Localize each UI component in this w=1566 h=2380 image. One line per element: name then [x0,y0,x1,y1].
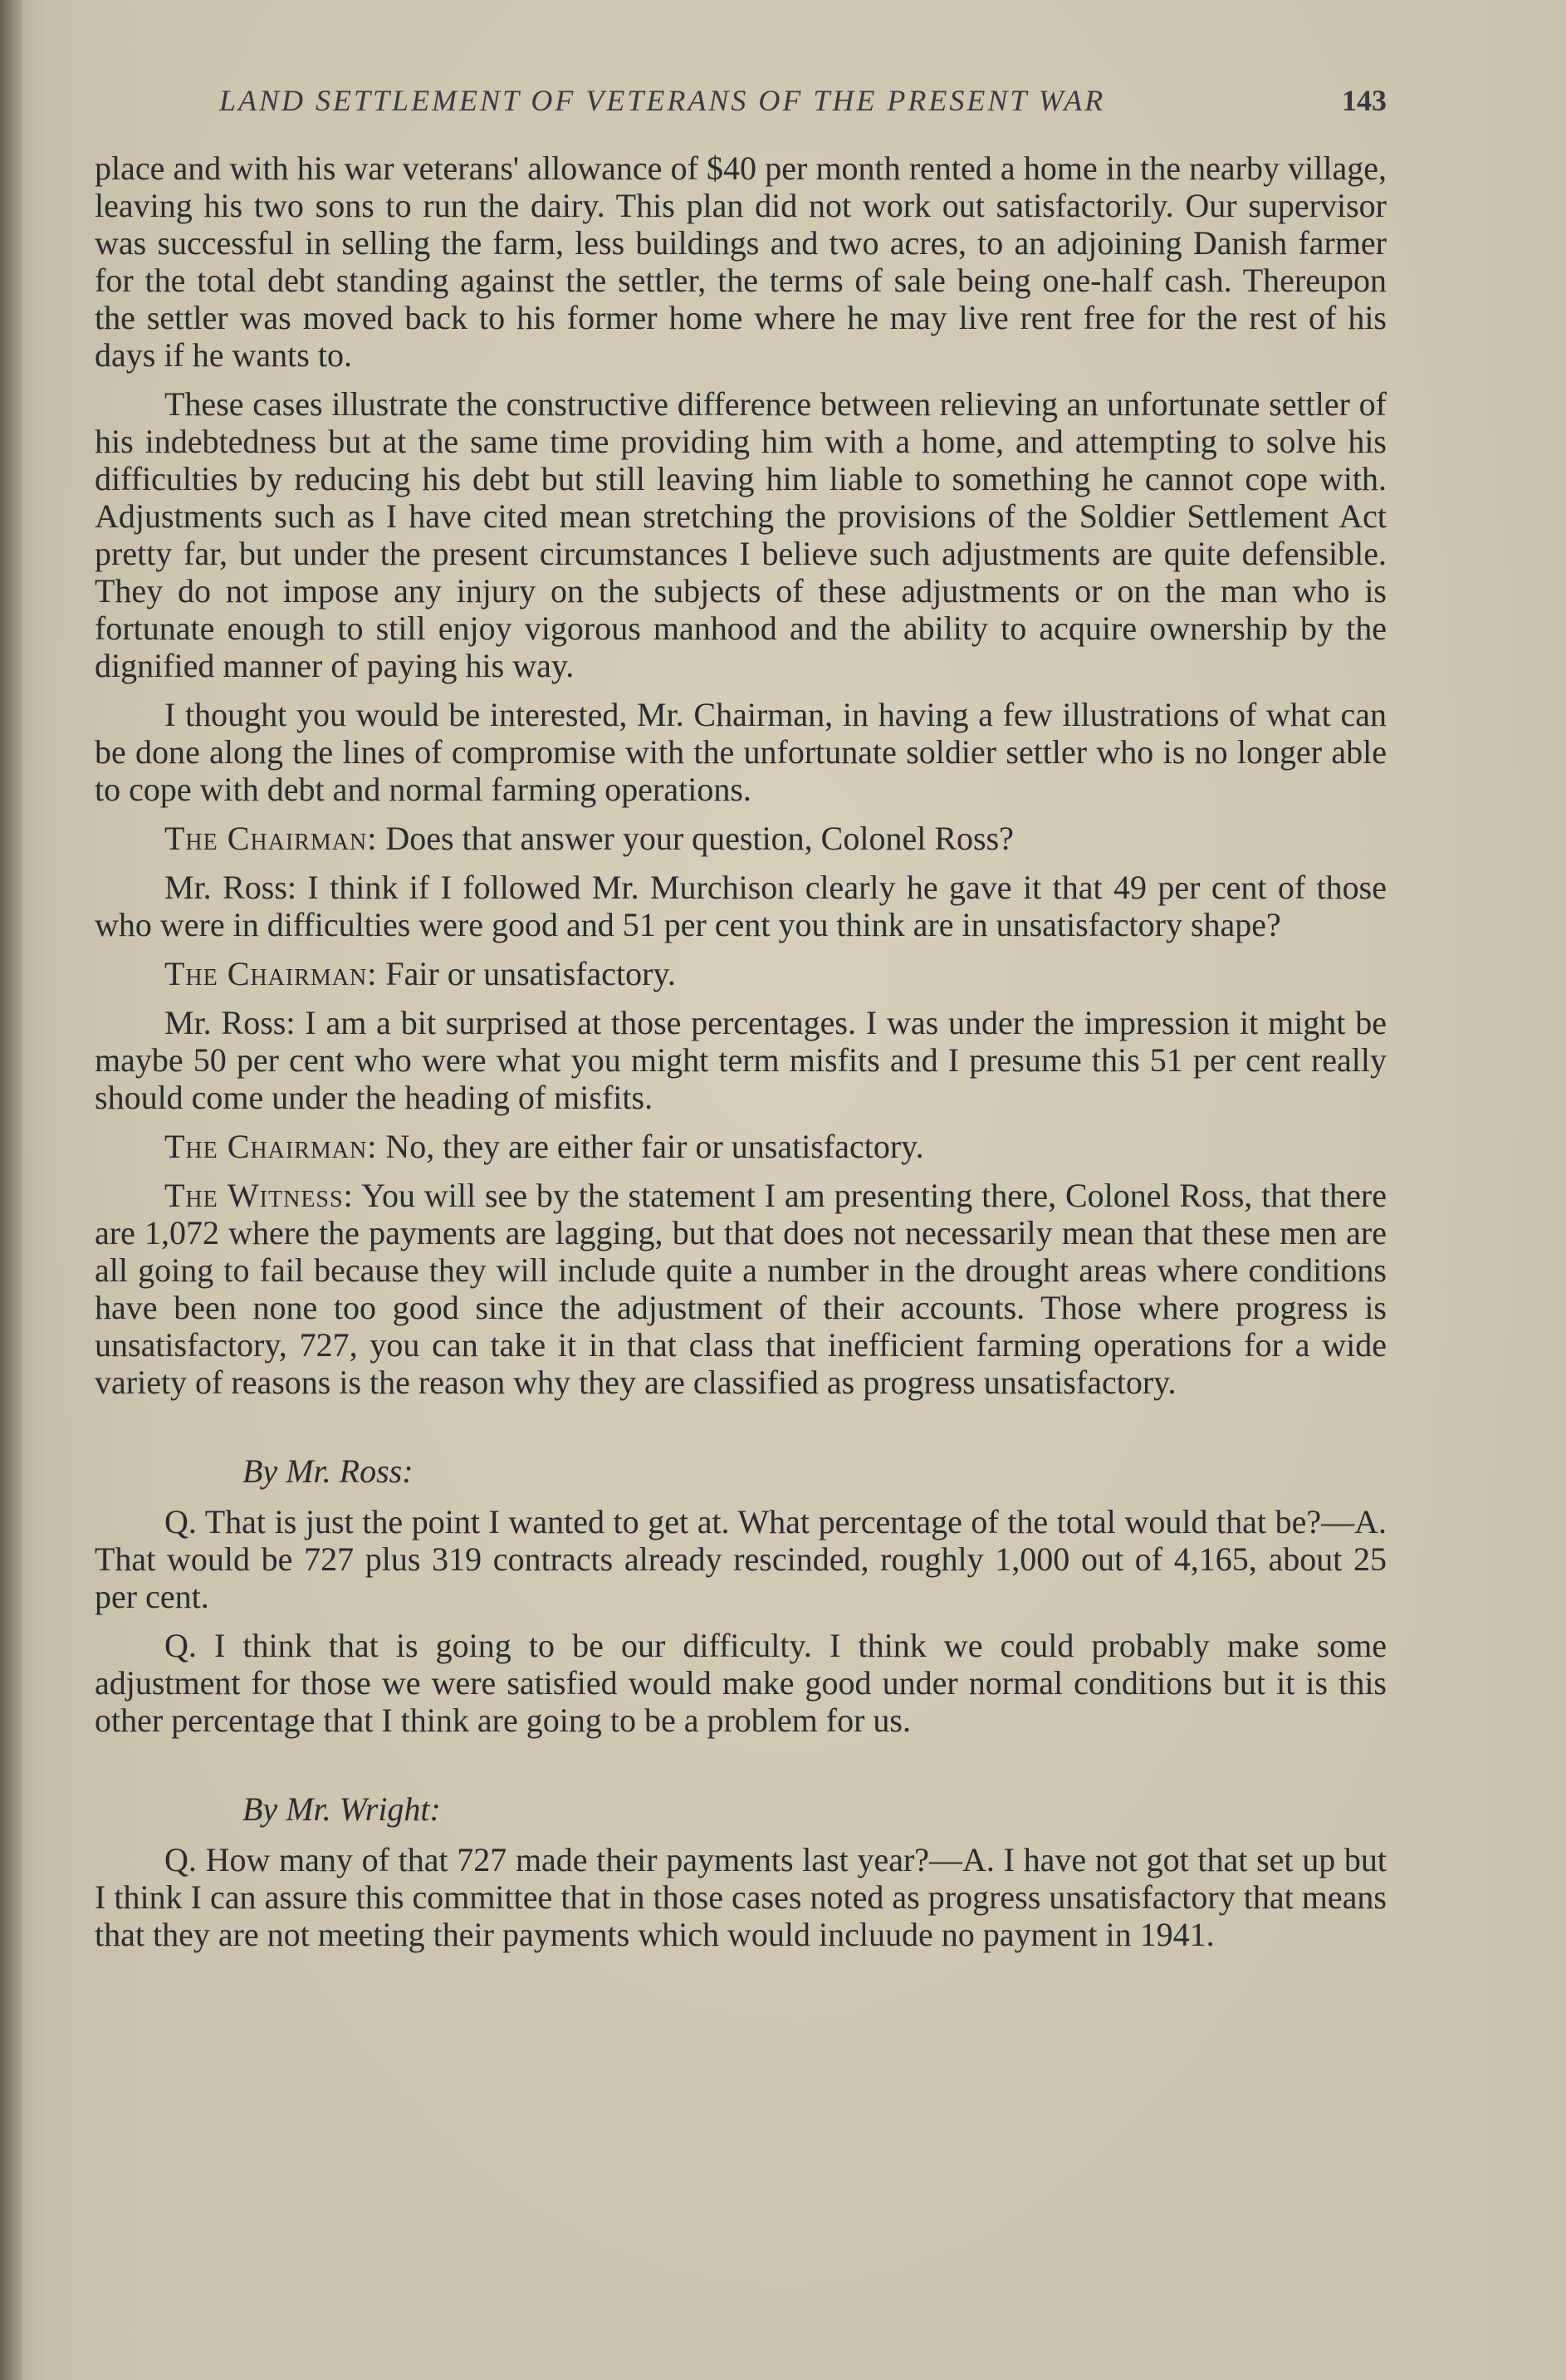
dialogue-2 [95,869,1387,943]
speaker-label: The Chairman: [164,820,378,857]
question-2: Q. I think that is going to be our difficulty. I think we could probably make some adjustment for those we were satisfied would make good under normal conditions but it is this other percentage that I think are going to be a problem for us. [95,1627,1387,1739]
speaker-label: Mr. Ross: [164,869,297,906]
book-spine-shadow [0,0,23,2380]
dialogue-3 [95,955,1387,992]
body-text [95,149,1387,1965]
dialogue-text: I am a bit surprised at those percentages. I was under the impression it might be maybe 50 per cent who were what you might term misfits and I presume this 51 per cent really should come under the heading of misfits. [95,1004,1387,1116]
dialogue-text: Fair or unsatisfactory. [377,955,676,992]
running-head: LAND SETTLEMENT OF VETERANS OF THE PRESENT WAR [219,84,1106,117]
dialogue-text: No, they are either fair or unsatisfactory. [377,1128,924,1165]
speaker-label: The Chairman: [164,955,378,992]
paragraph-2: These cases illustrate the constructive difference between relieving an unfortunate settler of his indebtedness but at the same time providing him with a home, and attempting to solve his difficulties by reducing his debt but still leaving him liable to something he cannot cope with. Adjustments such as I have cited mean stretching the provisions of the Soldier Settlement Act pretty far, but under the present circumstances I believe such adjustments are quite defensible. They do not impose any injury on the subjects of these adjustments or on the man who is fortunate enough to still enjoy vigorous manhood and the ability to acquire ownership by the dignified manner of paying his way. [95,385,1387,684]
page-header [166,83,1387,123]
paragraph-1: place and with his war veterans' allowance of $40 per month rented a home in the nearby village, leaving his two sons to run the dairy. This plan did not work out satisfactorily. Our supervisor was successful in selling the farm, less buildings and two acres, to an adjoining Danish farmer for the total debt standing against the settler, the terms of sale being one-half cash. Thereupon the settler was moved back to his former home where he may live rent free for the rest of his days if he wants to. [95,149,1387,374]
question-3: Q. How many of that 727 made their payments last year?—A. I have not got that set up but I think I can assure this committee that in those cases noted as progress unsatisfactory that means that they are not meeting their payments which would incluude no payment in 1941. [95,1841,1387,1953]
dialogue-text: You will see by the statement I am presenting there, Colonel Ross, that there are 1,072 where the payments are lagging, but that does not necessarily mean that these men are all going to fail because they will include quite a number in the drought areas where conditions have been none too good since the adjustment of their accounts. Those where progress is unsatisfactory, 727, you can take it in that class that inefficient farming operations for a wide variety of reasons is the reason why they are classified as progress unsatisfactory. [95,1177,1387,1401]
speaker-label: Mr. Ross: [164,1004,296,1041]
dialogue-1 [95,820,1387,857]
dialogue-4 [95,1004,1387,1116]
page-number: 143 [1342,84,1387,117]
byline-mr-wright: By Mr. Wright: [242,1790,441,1828]
dialogue-6 [95,1177,1387,1401]
paragraph-3: I thought you would be interested, Mr. Chairman, in having a few illustrations of what can be done along the lines of compromise with the unfortunate soldier settler who is no longer able to cope with debt and normal farming operations. [95,696,1387,808]
dialogue-5 [95,1128,1387,1165]
dialogue-text: Does that answer your question, Colonel Ross? [377,820,1014,857]
byline-mr-ross: By Mr. Ross: [242,1452,414,1490]
speaker-label: The Witness: [164,1177,354,1214]
speaker-label: The Chairman: [164,1128,378,1165]
dialogue-text: I think if I followed Mr. Murchison clearly he gave it that 49 per cent of those who were in difficulties were good and 51 per cent you think are in unsatisfactory shape? [95,869,1387,943]
question-1: Q. That is just the point I wanted to get at. What percentage of the total would that be?—A. That would be 727 plus 319 contracts already rescinded, roughly 1,000 out of 4,165, about 25 per cent. [95,1503,1387,1615]
